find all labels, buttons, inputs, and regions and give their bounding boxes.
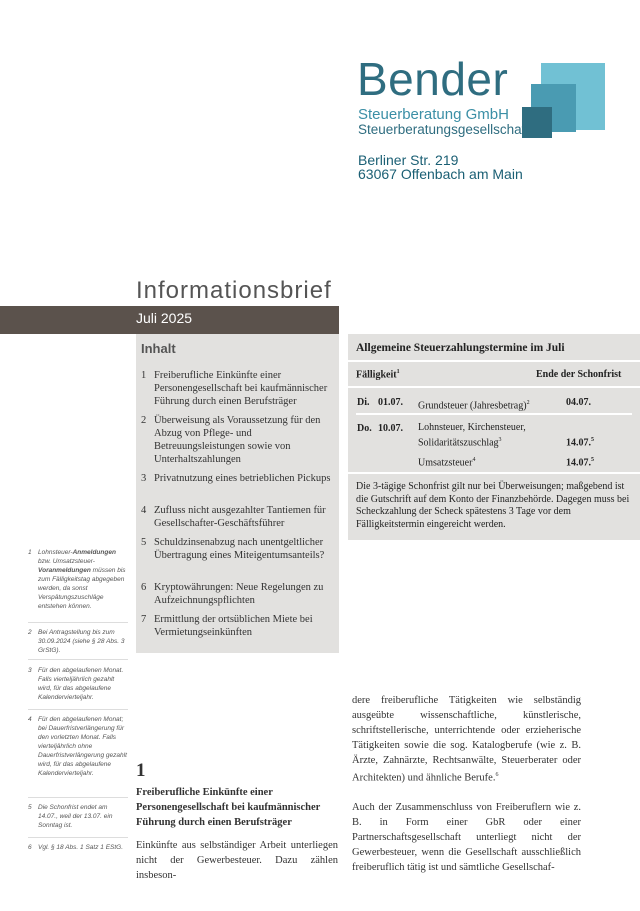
footnote: 5 Die Schonfrist endet am 14.07., weil der 13.07. ein Sonntag ist. [28,804,113,829]
contents-item[interactable] [141,472,337,485]
divider [28,622,128,623]
tax-dates-heading: Allgemeine Steuerzahlungstermine im Juli [356,342,565,354]
contents-item-number: 7 [141,614,147,625]
section-body-col2-para1: dere freiberufliche Tätigkeiten wie selbständig ausgeübte wissenschaftliche, künstlerische, schriftstellerische, unterrichtende oder erzieherische Tätigkeiten sowie die sog. Katalogberufe (wie z. B. Ärzte, Zahnärzte, Rechtsanwälte, Steuerberater oder Architekten) und ähnliche Berufe.$^6$ [352,695,581,784]
row-end: 14.07.$^5$ [566,437,594,449]
row-end: 14.07.$^5$ [566,457,594,469]
tax-dates-note: Die 3-tägige Schonfrist gilt nur bei Überweisungen; maßgebend ist die Gutschrift auf dem Konto der Finanzbehörde. Dagegen muss bei Scheckzahlung der Scheck spätestens 3 Tage vor dem Fälligkeitstermin eingereicht werden. [356,481,630,530]
contents-item-text: Privatnutzung eines betrieblichen Pickups [154,473,331,484]
document-title: Informationsbrief [136,277,332,304]
row-desc: Lohnsteuer, Kirchensteuer, Solidaritätszuschlag$^3$ [418,422,526,449]
section-body-col1: Einkünfte aus selbständiger Arbeit unterliegen nicht der Gewerbesteuer. Dazu zählen insbeson- [136,840,338,881]
contents-heading: Inhalt [141,341,176,356]
address-city: 63067 Offenbach am Main [358,166,523,182]
contents-item-text: Schuldzinsenabzug nach unentgeltlicher Übertragung eines Miteigentumsanteils? [154,537,325,561]
footnote: 3 Für den abgelaufenen Monat. Falls vierteljährlich gezahlt wird, für das abgelaufene Kalendervierteljahr. [28,667,124,701]
contents-item-number: 2 [141,415,147,426]
section-title: Freiberufliche Einkünfte einer Personengesellschaft bei kaufmännischer Führung durch einen Berufsträger [136,787,321,828]
footnote: 4 Für den abgelaufenen Monat; bei Dauerfristverlängerung für den vorletzten Monat. Falls vierteljährlich ohne Dauerfristverlängerung gezahlt wird, für das abgelaufene Kalendervierteljahr. [28,716,127,777]
divider [28,797,128,798]
col-header-due: Fälligkeit$^1$ [356,369,400,381]
contents-item-text: Freiberufliche Einkünfte einer Personengesellschaft bei kaufmännischer Führung durch einen Berufsträger [154,370,328,407]
contents-item-text: Überweisung als Voraussetzung für den Abzug von Pflege- und Betreuungsleistungen sowie von Unterhaltszahlungen [154,415,321,465]
logo-name: Bender [357,53,509,105]
contents-item[interactable] [141,613,337,639]
section-number: 1 [136,760,146,781]
divider [356,413,632,415]
address-street: Berliner Str. 219 [358,152,459,168]
contents-item[interactable] [141,536,337,562]
contents-item-text: Kryptowährungen: Neue Regelungen zu Aufzeichnungspflichten [154,582,324,606]
logo-subtitle-2: Steuerberatungsgesellschaft [358,122,530,137]
contents-item-number: 1 [141,370,147,381]
row-end: 04.07. [566,397,591,408]
divider [348,360,640,362]
footnote: 2 Bei Antragstellung bis zum 30.09.2024 (siehe § 28 Abs. 3 GrStG). [28,629,125,654]
footnote: 1 Lohnsteuer-Anmeldungen bzw. Umsatzsteuer-Voranmeldungen müssen bis zum Fälligkeitstag abgegeben werden, da sonst Verspätungszuschläge entstehen können. [28,549,126,610]
contents-item[interactable] [141,414,337,466]
contents-item[interactable] [141,581,337,607]
row-date: 01.07. [378,397,403,408]
contents-item[interactable] [141,504,337,530]
row-desc: Umsatzsteuer$^4$ [418,457,476,469]
contents-item-number: 4 [141,505,147,516]
divider [28,837,128,838]
row-date: 10.07. [378,423,403,434]
footnote: 6 Vgl. § 18 Abs. 1 Satz 1 EStG. [28,844,124,851]
contents-item[interactable] [141,369,337,408]
contents-item-text: Zufluss nicht ausgezahlter Tantiemen für Gesellschafter-Geschäftsführer [154,505,326,529]
divider [348,472,640,474]
contents-item-number: 5 [141,537,147,548]
divider [348,386,640,388]
row-day: Do. [357,423,372,434]
contents-item-number: 6 [141,582,147,593]
row-day: Di. [357,397,370,408]
row-desc: Grundsteuer (Jahresbetrag)$^2$ [418,400,530,412]
divider [28,659,128,660]
col-header-end: Ende der Schonfrist [536,369,622,380]
divider [28,709,128,710]
issue-date: Juli 2025 [136,310,193,326]
logo-subtitle: Steuerberatung GmbH [358,106,509,123]
section-body-col2-para2: Auch der Zusammenschluss von Freiberuflern wie z. B. in Form einer GbR oder einer Partnerschaftsgesellschaft unterliegt nicht der Gewerbesteuer, wenn die Gesellschaft ausschließlich freiberuflich tätig ist und sämtliche Gesellschaf- [352,802,581,873]
contents-item-text: Ermittlung der ortsüblichen Miete bei Vermietungseinkünften [154,614,313,638]
contents-item-number: 3 [141,473,147,484]
